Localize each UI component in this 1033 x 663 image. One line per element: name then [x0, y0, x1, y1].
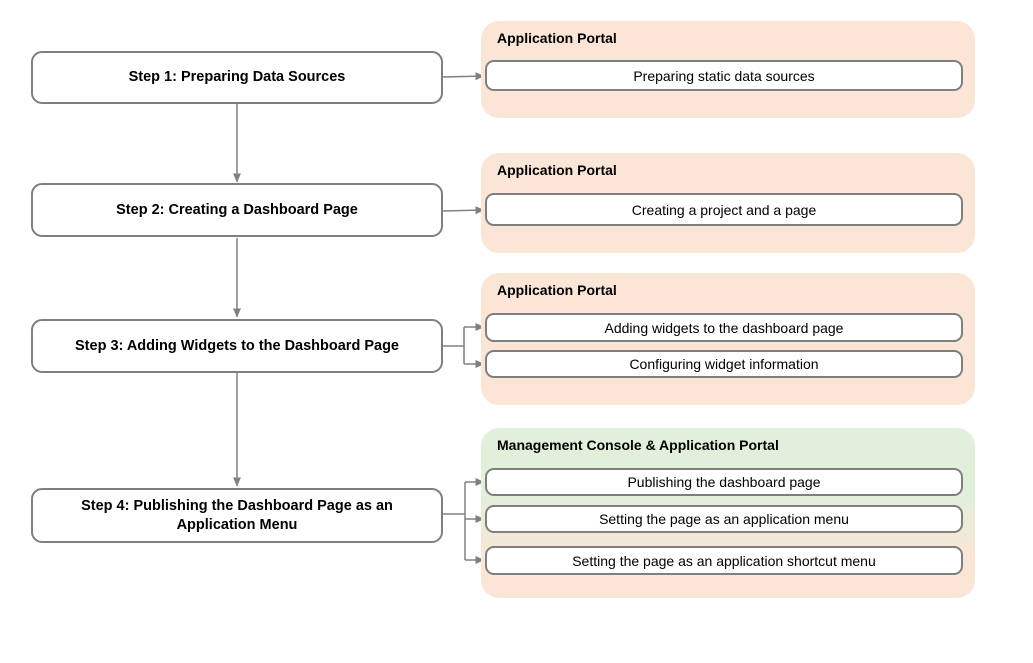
panel-step1 [481, 21, 975, 118]
panel4-header: Management Console & Application Portal [497, 437, 779, 453]
panel-step2 [481, 153, 975, 253]
panel1-header: Application Portal [497, 30, 617, 46]
step-box-1: Step 1: Preparing Data Sources [31, 51, 443, 104]
panel-step4 [481, 428, 975, 598]
task-creating-project-and-page: Creating a project and a page [485, 193, 963, 226]
connector-step1-to-panel1 [443, 76, 484, 77]
panel2-header: Application Portal [497, 162, 617, 178]
step-box-4: Step 4: Publishing the Dashboard Page as an Application Menu [31, 488, 443, 543]
task-setting-application-shortcut-menu: Setting the page as an application shortcut menu [485, 546, 963, 575]
task-setting-application-menu: Setting the page as an application menu [485, 505, 963, 533]
panel-step3 [481, 273, 975, 405]
step-box-3: Step 3: Adding Widgets to the Dashboard Page [31, 319, 443, 373]
task-preparing-static-data-sources: Preparing static data sources [485, 60, 963, 91]
step-box-2: Step 2: Creating a Dashboard Page [31, 183, 443, 237]
connector-step2-to-panel2 [443, 210, 484, 211]
panel3-header: Application Portal [497, 282, 617, 298]
task-adding-widgets: Adding widgets to the dashboard page [485, 313, 963, 342]
task-publishing-dashboard-page: Publishing the dashboard page [485, 468, 963, 496]
task-configuring-widget-information: Configuring widget information [485, 350, 963, 378]
